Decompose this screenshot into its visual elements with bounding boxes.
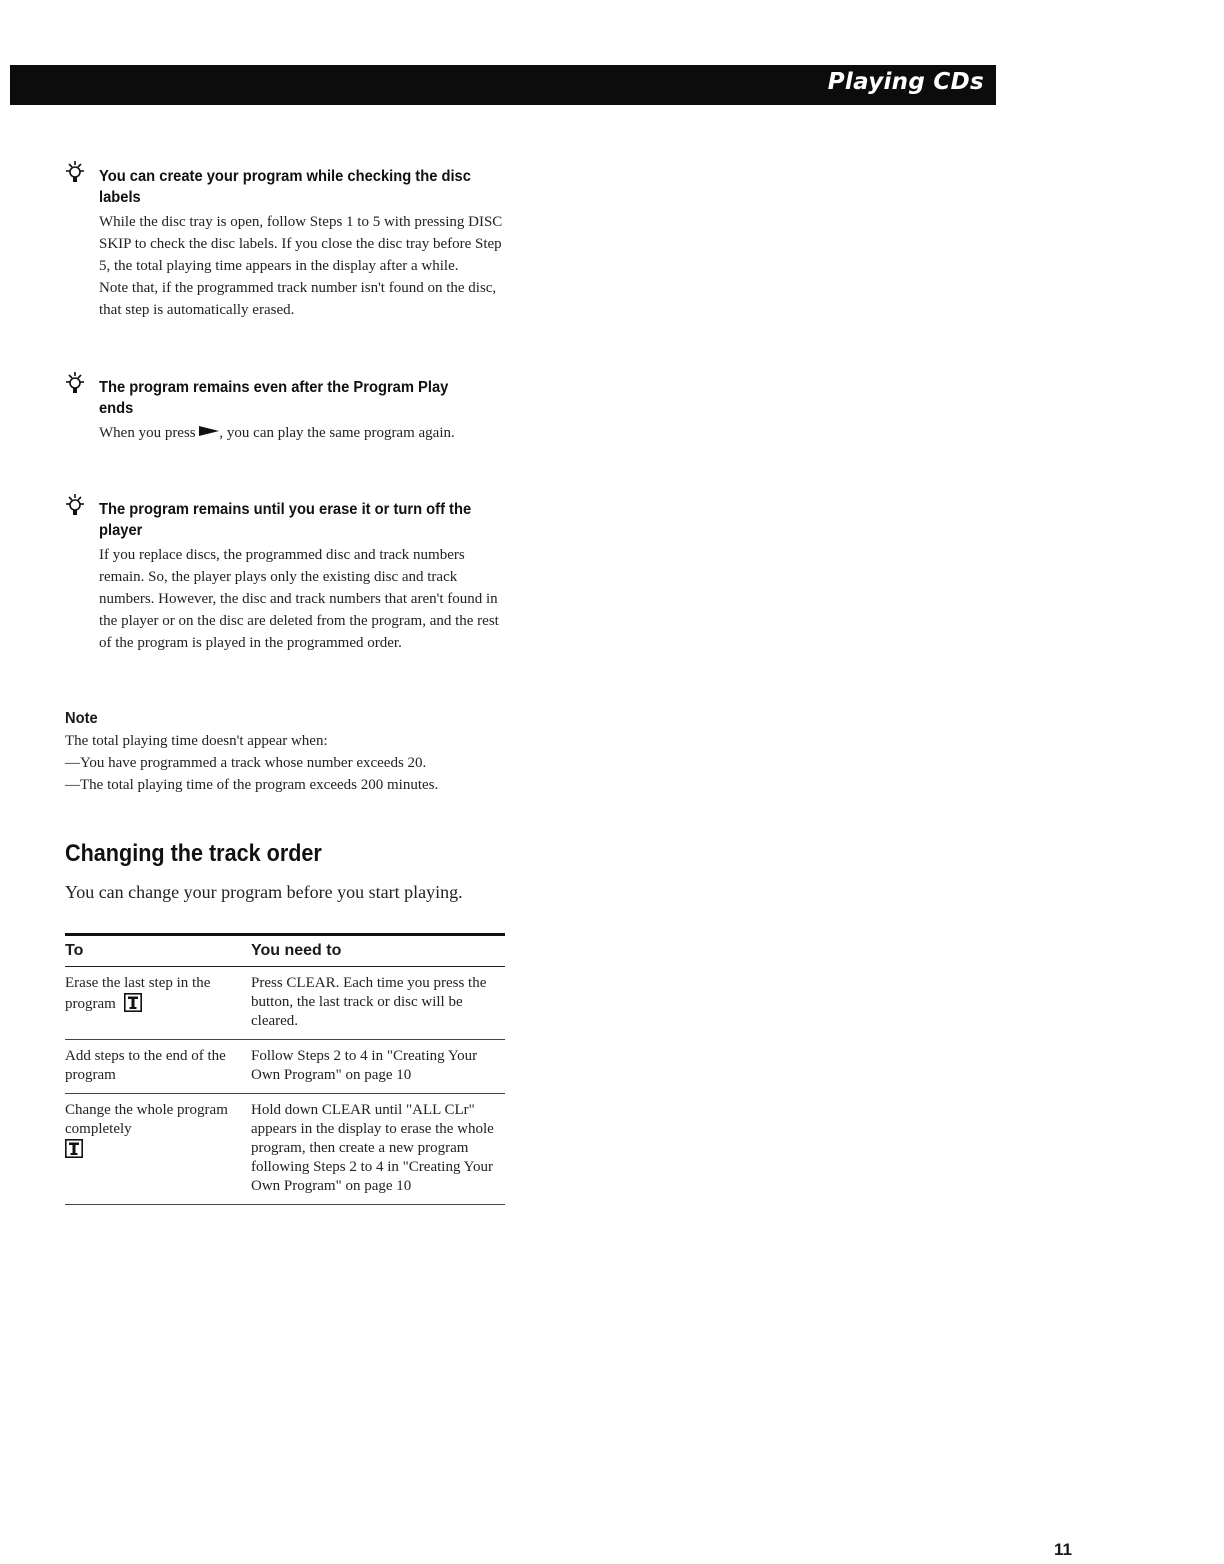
lightbulb-icon (65, 369, 99, 403)
note-intro: The total playing time doesn't appear when: (65, 733, 328, 749)
table-cell-to: Add steps to the end of the program (65, 1040, 251, 1094)
table-header-to: To (65, 935, 251, 967)
tip-program-remains-after-play (65, 377, 510, 444)
table-row (65, 1040, 505, 1094)
tip-text-after-icon: , you can play the same program again. (219, 425, 455, 441)
tip-body (99, 211, 510, 321)
table-cell-need: Follow Steps 2 to 4 in "Creating Your Own Program" on page 10 (251, 1040, 505, 1094)
remote-available-icon (65, 1139, 83, 1158)
section-intro: You can change your program before you start playing. (65, 882, 463, 902)
section-header-title: Playing CDs (827, 69, 984, 95)
tip-text-before-icon: When you press (99, 425, 200, 441)
table-cell-to-text: Change the whole program completely (65, 1102, 228, 1137)
tip-paragraph (99, 422, 510, 444)
table-row (65, 1094, 505, 1205)
note-heading: Note (65, 710, 98, 727)
note-item: —The total playing time of the program exceeds 200 minutes. (65, 777, 439, 793)
tip-heading: The program remains even after the Program Play ends (99, 379, 449, 417)
note-block (65, 708, 515, 796)
tip-body (99, 422, 510, 444)
section-header-bar (10, 65, 996, 105)
tip-program-remains-until-erased (65, 499, 510, 654)
table-header-need: You need to (251, 935, 505, 967)
tip-paragraph: If you replace discs, the programmed disc and track numbers remain. So, the player plays only the existing disc and track numbers. However, the disc and track numbers that aren't found in the player or on the disc are deleted from the program, and the rest of the program is played in the programmed order. (99, 547, 499, 651)
tip-body (99, 544, 510, 654)
note-item: —You have programmed a track whose number exceeds 20. (65, 755, 427, 771)
table-cell-to-text: Erase the last step in the program (65, 975, 211, 1012)
tip-heading: The program remains until you erase it or turn off the player (99, 501, 472, 539)
lightbulb-icon (65, 491, 99, 525)
page-number: 11 (1054, 1540, 1072, 1559)
table-cell-to (65, 1094, 251, 1205)
section-title: Changing the track order (65, 840, 322, 867)
table-cell-need: Press CLEAR. Each time you press the button, the last track or disc will be cleared. (251, 967, 505, 1040)
note-body (65, 730, 515, 796)
remote-available-icon (124, 993, 142, 1012)
play-icon (199, 425, 219, 437)
table-row (65, 967, 505, 1040)
tip-paragraph: While the disc tray is open, follow Steps 1 to 5 with pressing DISC SKIP to check the disc labels. If you close the disc tray before Step 5, the total playing time appears in the display after a while. (99, 214, 503, 274)
lightbulb-icon (65, 158, 99, 192)
table-cell-need: Hold down CLEAR until "ALL CLr" appears in the display to erase the whole program, then create a new program following Steps 2 to 4 in "Creating Your Own Program" on page 10 (251, 1094, 505, 1205)
track-order-table (65, 933, 505, 1205)
tip-heading: You can create your program while checking the disc labels (99, 168, 471, 206)
table-cell-to (65, 967, 251, 1040)
tip-create-program-while-checking-labels (65, 166, 510, 321)
tip-paragraph: Note that, if the programmed track number isn't found on the disc, that step is automatically erased. (99, 280, 497, 318)
table-header-row (65, 935, 505, 967)
